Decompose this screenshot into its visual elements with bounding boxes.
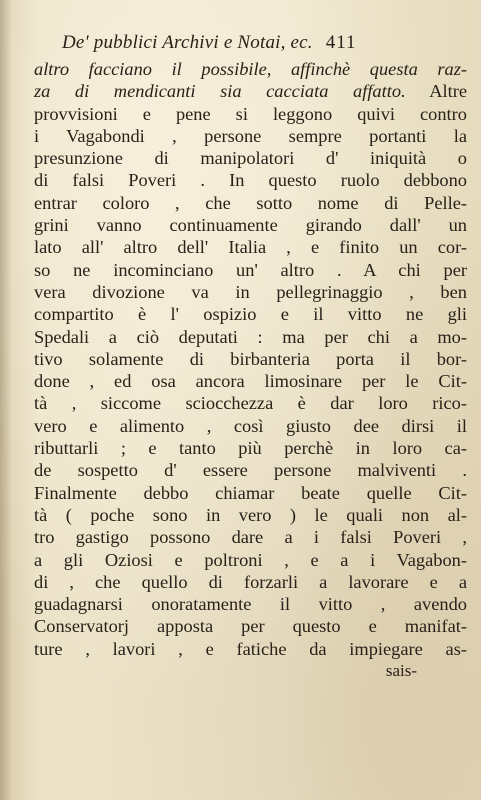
text-line: i Vagabondi , persone sempre portanti la — [34, 125, 467, 146]
text-line: presunzione di manipolatori d' iniquità o — [34, 148, 467, 169]
running-title: De' pubblici Archivi e Notai, ec. — [62, 32, 313, 53]
text-line: di , che quello di forzarli a lavorare e a — [34, 571, 467, 592]
text-line: Spedali a ciò deputati : ma per chi a mo- — [34, 326, 467, 347]
page-number: 411 — [325, 32, 357, 53]
text-line-italic-part: za di mendicanti sia cacciata affatto. — [34, 81, 406, 102]
text-line: ture , lavori , e fatiche da impiegare as- — [34, 638, 467, 659]
text-line: vera divozione va in pellegrinaggio , ben — [34, 281, 467, 302]
body-text — [34, 58, 467, 682]
text-line: a gli Oziosi e poltroni , e a i Vagabon- — [34, 549, 467, 570]
text-line: so ne incominciano un' altro . A chi per — [34, 259, 467, 280]
running-header — [62, 32, 461, 56]
text-line: guadagnarsi onoratamente il vitto , avendo — [34, 594, 467, 615]
text-line: altro facciano il possibile, affinchè questa raz- — [34, 59, 467, 79]
text-line: done , ed osa ancora limosinare per le Cit- — [34, 371, 467, 392]
text-line: lato all' altro dell' Italia , e finito un cor- — [34, 237, 467, 258]
text-line: Finalmente debbo chiamar beate quelle Cit- — [34, 482, 467, 503]
text-line: di falsi Poveri . In questo ruolo debbono — [34, 170, 467, 191]
text-line: provvisioni e pene si leggono quivi contro — [34, 103, 467, 124]
text-line: de sospetto d' essere persone malviventi . — [34, 460, 467, 481]
text-line: tivo solamente di birbanteria porta il bor- — [34, 348, 467, 369]
text-line: tà , siccome sciocchezza è dar loro rico- — [34, 393, 467, 414]
text-line — [34, 80, 467, 102]
text-line: compartito è l' ospizio e il vitto ne gli — [34, 304, 467, 325]
page-gutter-shadow — [0, 0, 12, 800]
text-line: grini vanno continuamente girando dall' un — [34, 215, 467, 236]
catchword: sais- — [385, 661, 417, 681]
text-line: tro gastigo possono dare a i falsi Poveri , — [34, 527, 467, 548]
text-line: vero e alimento , così giusto dee dirsi il — [34, 415, 467, 436]
text-line: tà ( poche sono in vero ) le quali non al- — [34, 504, 467, 525]
text-line: Conservatorj apposta per questo e manifat- — [34, 616, 467, 637]
text-line-roman-part: Altre — [405, 81, 467, 102]
text-line: ributtarli ; e tanto più perchè in loro ca- — [34, 438, 467, 459]
text-line: entrar coloro , che sotto nome di Pelle- — [34, 192, 467, 213]
